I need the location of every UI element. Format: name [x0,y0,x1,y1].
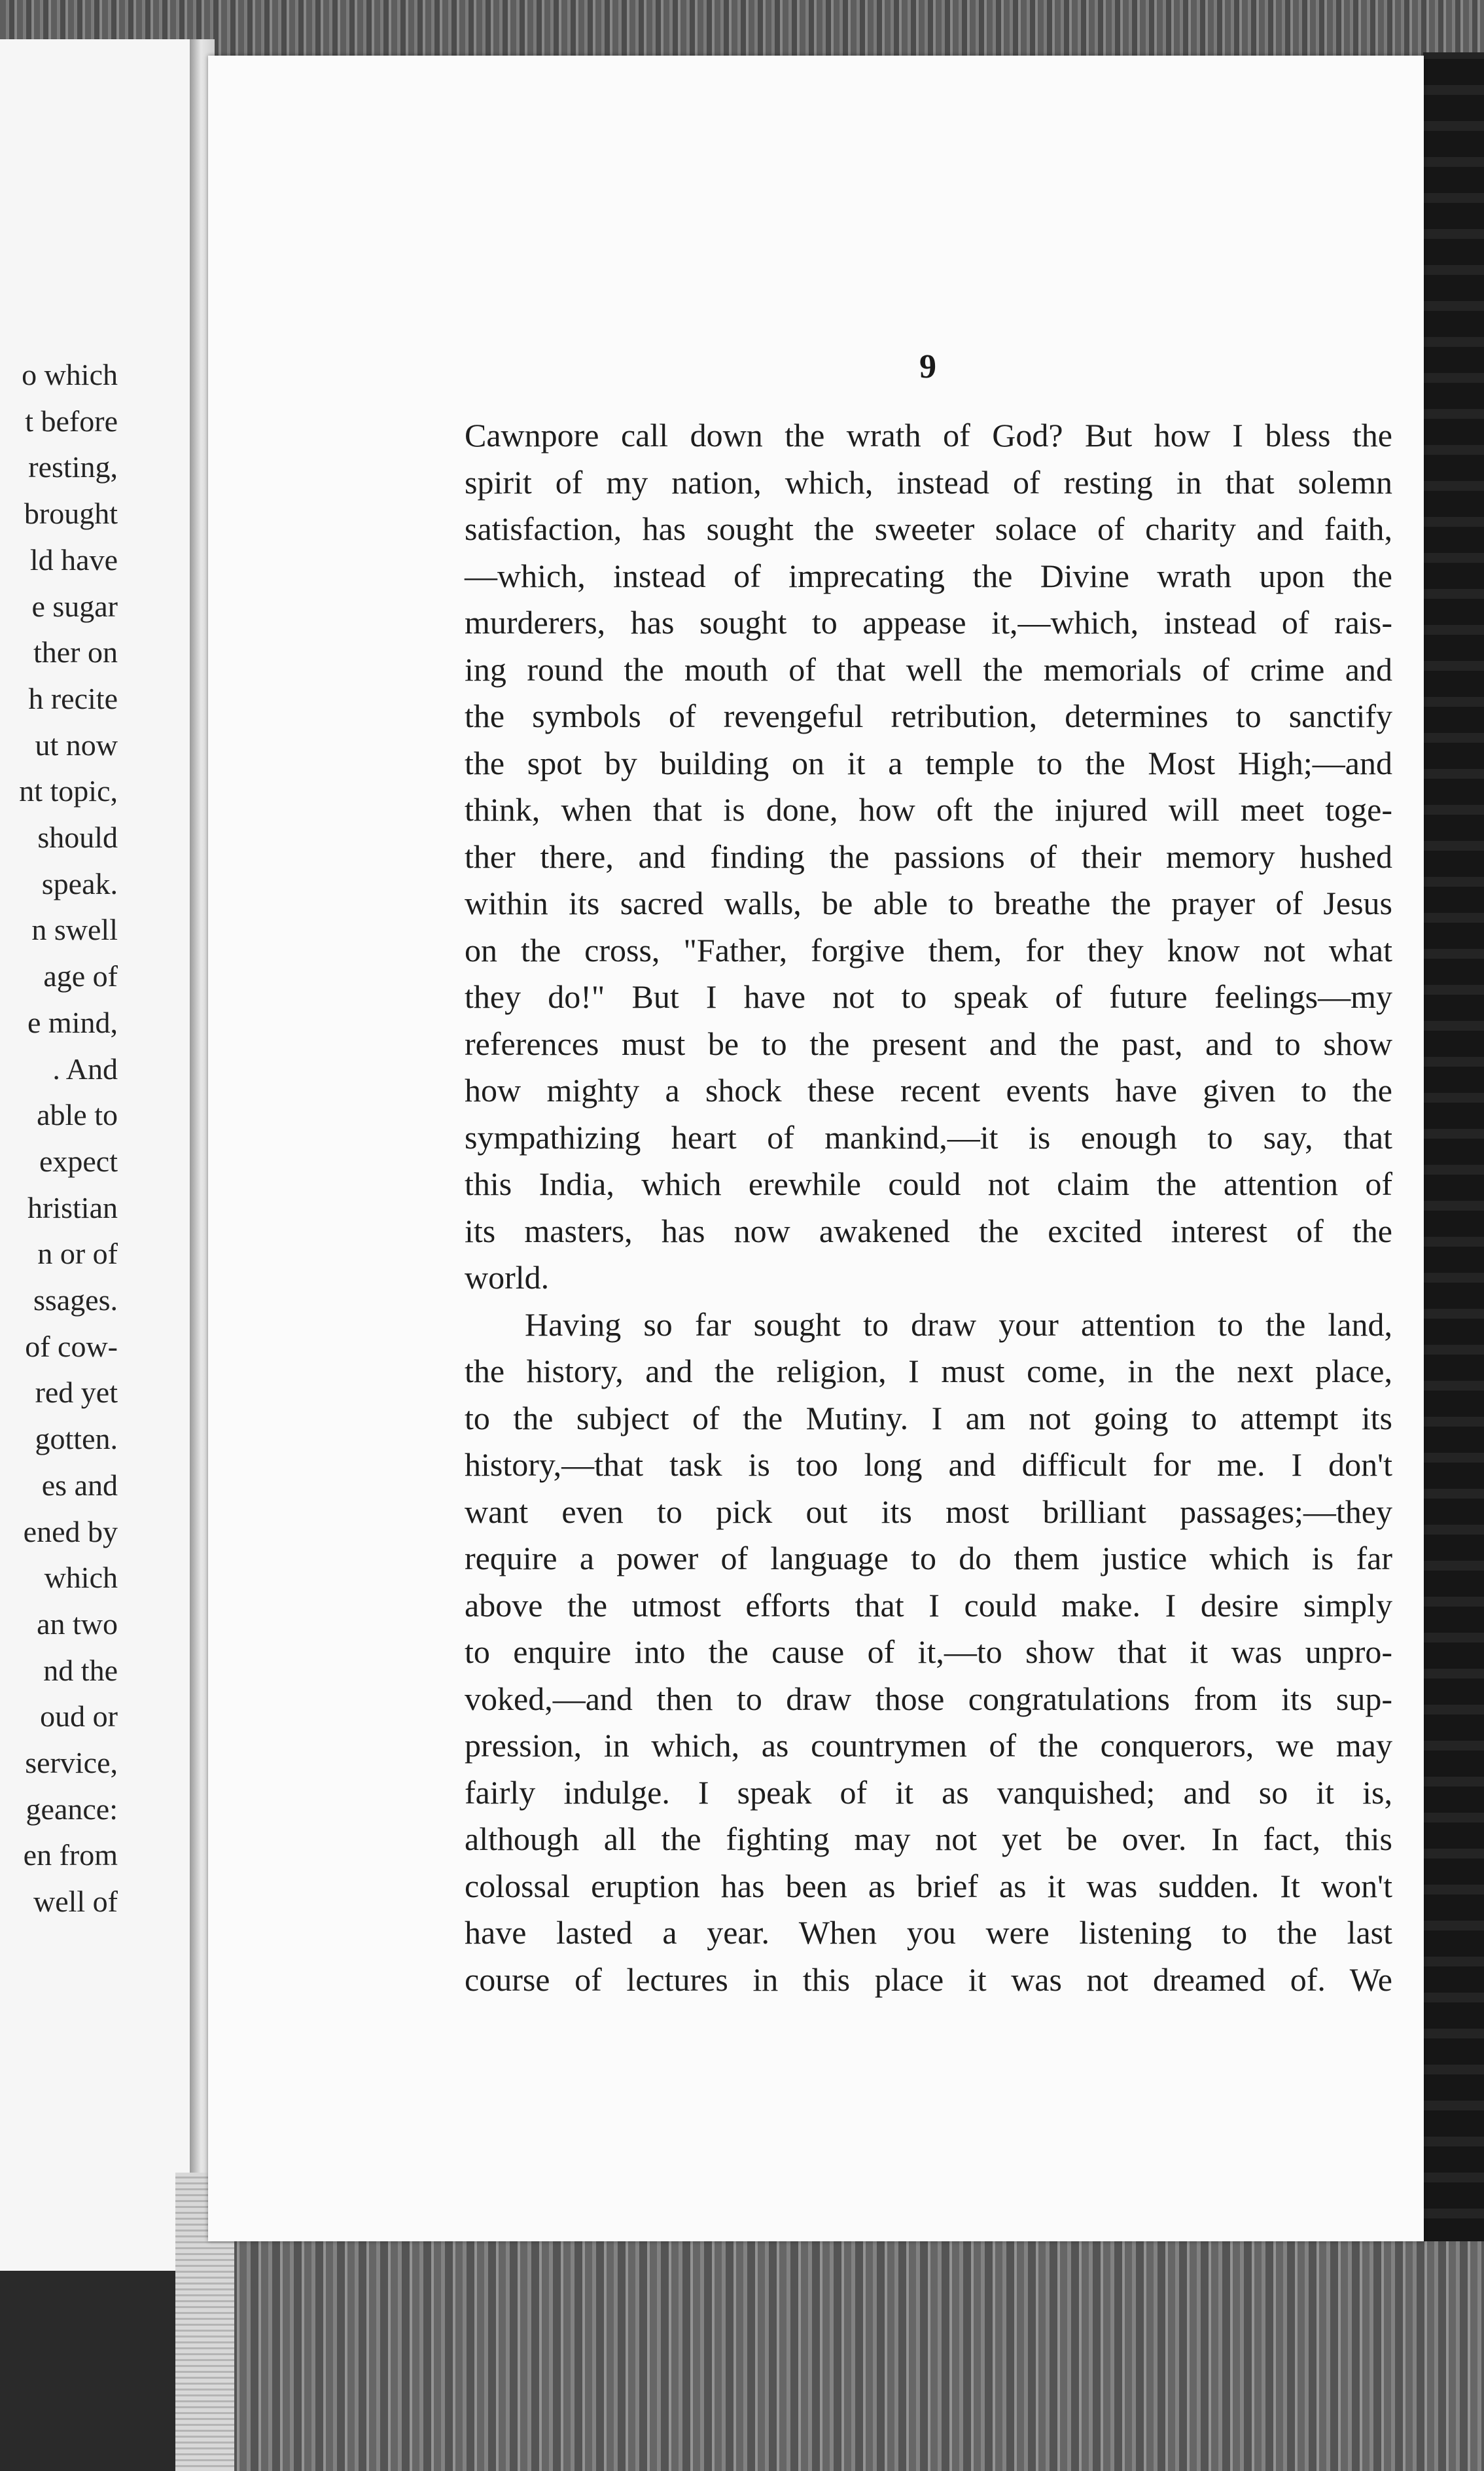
paragraph-2 [465,1302,1392,2004]
facing-page-line: n swell [31,913,118,947]
text-line: Cawnpore call down the wrath of God? But how I bless the [465,417,1392,453]
facing-page [0,39,196,2271]
facing-page-line: h recite [28,681,118,715]
facing-page-line: hristian [27,1190,118,1224]
text-line: want even to pick out its most brilliant passages;—they [465,1493,1392,1530]
text-line: to enquire into the cause of it,—to show that it was unpro- [465,1633,1392,1670]
paragraph-1 [465,412,1392,1302]
text-line: require a power of language to do them justice which is far [465,1540,1392,1576]
body-text [465,412,1392,2003]
scanner-bed-bottom-left [0,2271,196,2471]
facing-page-line: red yet [35,1376,118,1410]
facing-page-line: es and [41,1468,118,1502]
facing-page-line: should [37,821,118,854]
facing-page-line: speak. [41,866,118,900]
facing-page-line: able to [37,1098,118,1132]
facing-page-line: nt topic, [19,774,118,808]
facing-page-line: gotten. [35,1422,118,1456]
text-line: to the subject of the Mutiny. I am not going to attempt its [465,1399,1392,1436]
text-line: world. [465,1259,550,1296]
facing-page-line: age of [43,959,118,993]
facing-page-line: ld have [29,542,118,577]
facing-page-line: brought [24,497,118,531]
text-line: within its sacred walls, be able to breathe the prayer of Jesus [465,885,1392,921]
book-page [208,56,1424,2241]
text-line: references must be to the present and the past, and to show [465,1025,1392,1062]
text-line: on the cross, "Father, forgive them, for they know not what [465,931,1392,969]
text-line: satisfaction, has sought the sweeter solace of charity and faith, [465,510,1392,547]
facing-page-line: o which [22,358,118,391]
text-line: spirit of my nation, which, instead of resting in that solemn [465,463,1392,501]
facing-page-line: of cow- [25,1329,118,1363]
facing-page-line: expect [39,1144,118,1178]
text-line: above the utmost efforts that I could make. I desire simply [465,1586,1392,1624]
scanner-bed-right [1423,52,1484,2245]
facing-page-line: e sugar [31,589,118,623]
text-line: have lasted a year. When you were listening to the last [465,1914,1392,1951]
text-line: how mighty a shock these recent events have given to the [465,1072,1392,1109]
facing-page-line: ut now [35,728,118,762]
facing-page-line: an two [37,1607,118,1641]
facing-page-line: ened by [23,1514,118,1548]
facing-page-line: well of [33,1885,118,1919]
facing-page-line: t before [25,404,118,438]
facing-page-line: en from [23,1838,118,1872]
text-line: fairly indulge. I speak of it as vanquished; and so it is, [465,1773,1392,1811]
text-line: ther there, and finding the passions of their memory hushed [465,838,1392,875]
facing-page-line: geance: [26,1792,118,1826]
text-line: murderers, has sought to appease it,—which, instead of rais- [465,604,1392,641]
facing-page-line: oud or [40,1699,118,1733]
text-line: colossal eruption has been as brief as it was sudden. It won't [465,1867,1392,1904]
facing-page-line: nd the [43,1653,118,1687]
text-line: its masters, has now awakened the excited interest of the [465,1212,1392,1249]
text-line: the symbols of revengeful retribution, determines to sanctify [465,698,1392,734]
text-line: the history, and the religion, I must come, in the next place, [465,1353,1392,1389]
facing-page-line: n or of [37,1237,118,1271]
facing-page-line: resting, [28,450,118,484]
scanner-bed-bottom [196,2241,1484,2471]
text-line: voked,—and then to draw those congratulations from its sup- [465,1680,1392,1717]
facing-page-line: which [44,1561,118,1595]
text-line: think, when that is done, how oft the injured will meet toge- [465,791,1392,828]
facing-page-line: service, [25,1746,118,1779]
text-line: the spot by building on it a temple to the Most High;—and [465,744,1392,781]
text-line: sympathizing heart of mankind,—it is enough to say, that [465,1118,1392,1156]
text-line: Having so far sought to draw your attention to the land, [525,1306,1392,1343]
facing-page-line: ther on [33,635,118,669]
text-line: —which, instead of imprecating the Divine wrath upon the [465,557,1392,594]
text-line: pression, in which, as countrymen of the conquerors, we may [465,1727,1392,1764]
text-line: ing round the mouth of that well the memorials of crime and [465,650,1392,688]
page-number: 9 [919,348,936,385]
text-line: history,—that task is too long and difficult for me. I don't [465,1446,1392,1483]
text-line: they do!" But I have not to speak of future feelings—my [465,978,1392,1015]
facing-page-line: ssages. [33,1283,118,1317]
text-line: this India, which erewhile could not claim the attention of [465,1165,1392,1202]
facing-page-line: e mind, [27,1005,118,1039]
text-line: although all the fighting may not yet be over. In fact, this [465,1821,1392,1857]
text-line: course of lectures in this place it was not dreamed of. We [465,1961,1392,1998]
facing-page-line: . And [52,1052,118,1086]
